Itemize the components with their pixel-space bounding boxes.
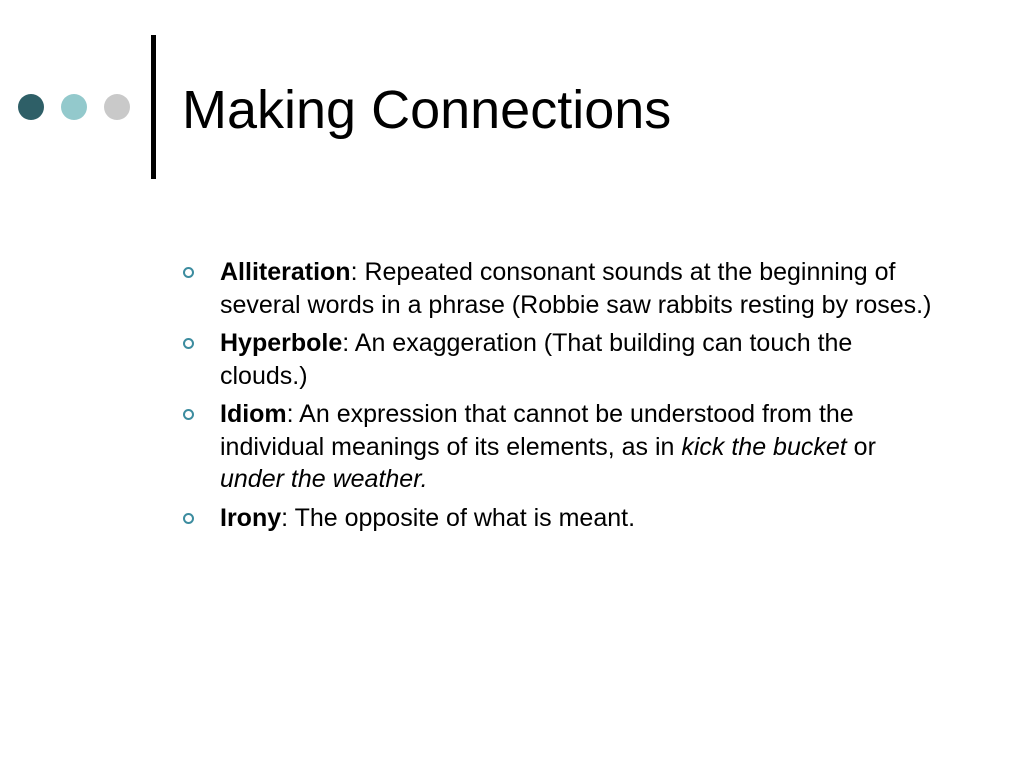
bullet-definition: : An exaggeration (That building can touch the clouds.) bbox=[220, 329, 853, 390]
decorative-dot-dark bbox=[18, 94, 44, 120]
bullet-term: Irony bbox=[220, 503, 282, 532]
bullet-definition: : An expression that cannot be understood from the individual meanings of its elements, as in bbox=[220, 400, 854, 461]
bullet-definition: : The opposite of what is meant. bbox=[281, 503, 636, 532]
bullet-marker-icon bbox=[183, 267, 194, 278]
bullet-term: Hyperbole bbox=[220, 329, 343, 357]
bullet-list bbox=[183, 256, 943, 540]
bullet-item-alliteration bbox=[183, 256, 943, 321]
bullet-item-hyperbole bbox=[183, 327, 943, 392]
bullet-item-idiom bbox=[183, 398, 943, 496]
title-divider-rule bbox=[151, 35, 156, 179]
bullet-term: Idiom bbox=[220, 400, 287, 428]
idiom-joiner: or bbox=[846, 432, 876, 461]
bullet-item-irony bbox=[183, 502, 943, 535]
idiom-example-2: under the weather. bbox=[220, 465, 428, 493]
decorative-dot-gray bbox=[104, 94, 130, 120]
bullet-term: Alliteration bbox=[220, 258, 351, 286]
bullet-marker-icon bbox=[183, 513, 194, 524]
decorative-dot-teal bbox=[61, 94, 87, 120]
bullet-marker-icon bbox=[183, 409, 194, 420]
bullet-definition: : Repeated consonant sounds at the beginning of several words in a phrase (Robbie saw rabbits resting by roses.) bbox=[220, 258, 932, 319]
bullet-marker-icon bbox=[183, 338, 194, 349]
slide-title: Making Connections bbox=[182, 80, 672, 140]
idiom-example-1: kick the bucket bbox=[681, 432, 847, 461]
